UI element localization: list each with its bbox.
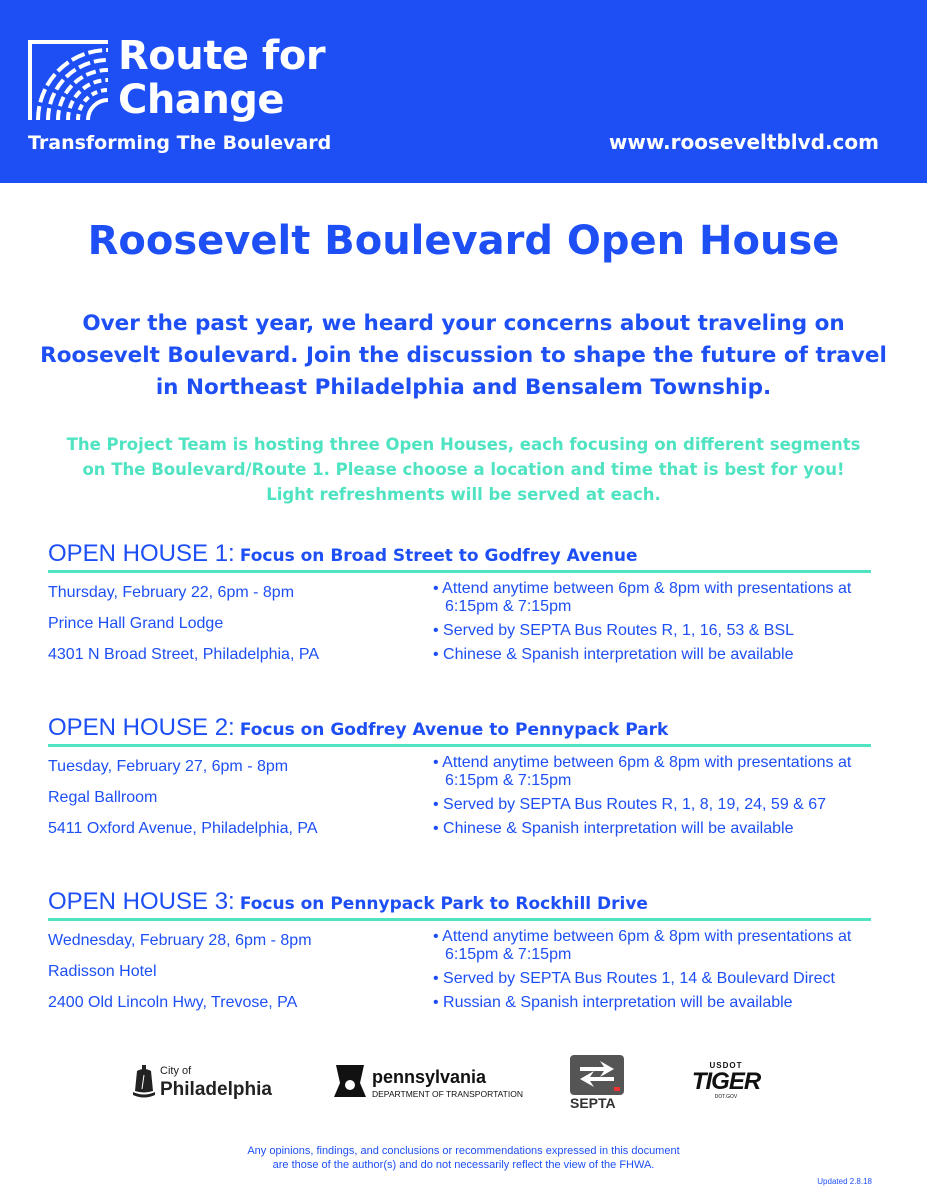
event-venue: Prince Hall Grand Lodge (48, 615, 224, 632)
divider (48, 744, 871, 747)
page-title: Roosevelt Boulevard Open House (87, 218, 840, 264)
event-notes (433, 580, 873, 670)
list-item: • Attend anytime between 6pm & 8pm with presentations at 6:15pm & 7:15pm (433, 754, 852, 789)
event-address: 5411 Oxford Avenue, Philadelphia, PA (48, 820, 318, 837)
open-house-1 (48, 540, 872, 663)
open-house-number: OPEN HOUSE 1: (48, 540, 235, 567)
open-house-2 (48, 714, 872, 837)
updated-date: Updated 2.8.18 (817, 1177, 872, 1186)
event-details (48, 584, 418, 677)
tiger-top: USDOT (709, 1061, 743, 1070)
keystone-icon (332, 1063, 368, 1099)
open-house-heading (48, 540, 872, 570)
event-date: Tuesday, February 27, 6pm - 8pm (48, 758, 289, 775)
open-house-heading (48, 888, 872, 918)
partner-logos (0, 1055, 927, 1115)
list-item: • Served by SEPTA Bus Routes R, 1, 16, 53 & BSL (433, 622, 795, 639)
disclaimer (0, 1144, 927, 1172)
brand-line-1: Route for (118, 33, 326, 79)
event-details (48, 758, 418, 851)
divider (48, 570, 871, 573)
event-notes (433, 928, 873, 1018)
list-item: • Served by SEPTA Bus Routes 1, 14 & Boulevard Direct (433, 970, 835, 987)
tiger-logo (688, 1061, 764, 1100)
event-address: 4301 N Broad Street, Philadelphia, PA (48, 646, 319, 663)
event-address: 2400 Old Lincoln Hwy, Trevose, PA (48, 994, 298, 1011)
penndot-small: DEPARTMENT OF TRANSPORTATION (372, 1089, 523, 1099)
event-details (48, 932, 418, 1025)
open-house-focus: Focus on Pennypack Park to Rockhill Drive (239, 894, 648, 914)
brand-line-2: Change (118, 77, 285, 123)
divider (48, 918, 871, 921)
intro-details: The Project Team is hosting three Open Houses, each focusing on different segments on The Boulevard/Route 1. Please choose a location and time that is best for you! Light refreshments will be served at each. (66, 435, 861, 504)
philadelphia-small: City of (160, 1065, 192, 1077)
open-house-focus: Focus on Broad Street to Godfrey Avenue (239, 546, 638, 566)
tagline: Transforming The Boulevard (28, 132, 332, 154)
route-logo-icon (28, 40, 110, 122)
event-date: Wednesday, February 28, 6pm - 8pm (48, 932, 312, 949)
disclaimer-line-1: Any opinions, findings, and conclusions or recommendations expressed in this document (247, 1145, 680, 1157)
septa-s-icon (570, 1055, 624, 1095)
brand-name (118, 34, 325, 122)
open-house-number: OPEN HOUSE 2: (48, 714, 235, 741)
list-item: • Russian & Spanish interpretation will be available (433, 994, 793, 1011)
list-item: • Attend anytime between 6pm & 8pm with presentations at 6:15pm & 7:15pm (433, 928, 852, 963)
list-item: • Chinese & Spanish interpretation will be available (433, 646, 794, 663)
open-house-heading (48, 714, 872, 744)
disclaimer-line-2: are those of the author(s) and do not necessarily reflect the view of the FHWA. (272, 1159, 655, 1171)
event-venue: Regal Ballroom (48, 789, 158, 806)
event-date: Thursday, February 22, 6pm - 8pm (48, 584, 295, 601)
list-item: • Chinese & Spanish interpretation will be available (433, 820, 794, 837)
list-item: • Served by SEPTA Bus Routes R, 1, 8, 19, 24, 59 & 67 (433, 796, 827, 813)
tiger-bot: DOT.GOV (714, 1094, 738, 1100)
septa-label: SEPTA (570, 1095, 616, 1111)
event-notes (433, 754, 873, 844)
list-item: • Attend anytime between 6pm & 8pm with presentations at 6:15pm & 7:15pm (433, 580, 852, 615)
open-house-3 (48, 888, 872, 1011)
tiger-mid: TIGER (691, 1068, 761, 1095)
penndot-big: pennsylvania (372, 1067, 487, 1087)
header-banner (0, 0, 927, 183)
open-house-number: OPEN HOUSE 3: (48, 888, 235, 915)
intro-text: Over the past year, we heard your concerns about traveling on Roosevelt Boulevard. Join the discussion to shape the future of travel in Northeast Philadelphia and Bensalem Township. (40, 311, 887, 400)
event-venue: Radisson Hotel (48, 963, 157, 980)
liberty-bell-icon (132, 1065, 156, 1101)
website-link[interactable]: www.rooseveltblvd.com (608, 130, 879, 154)
philadelphia-big: Philadelphia (160, 1079, 272, 1100)
open-house-focus: Focus on Godfrey Avenue to Pennypack Park (239, 720, 669, 740)
